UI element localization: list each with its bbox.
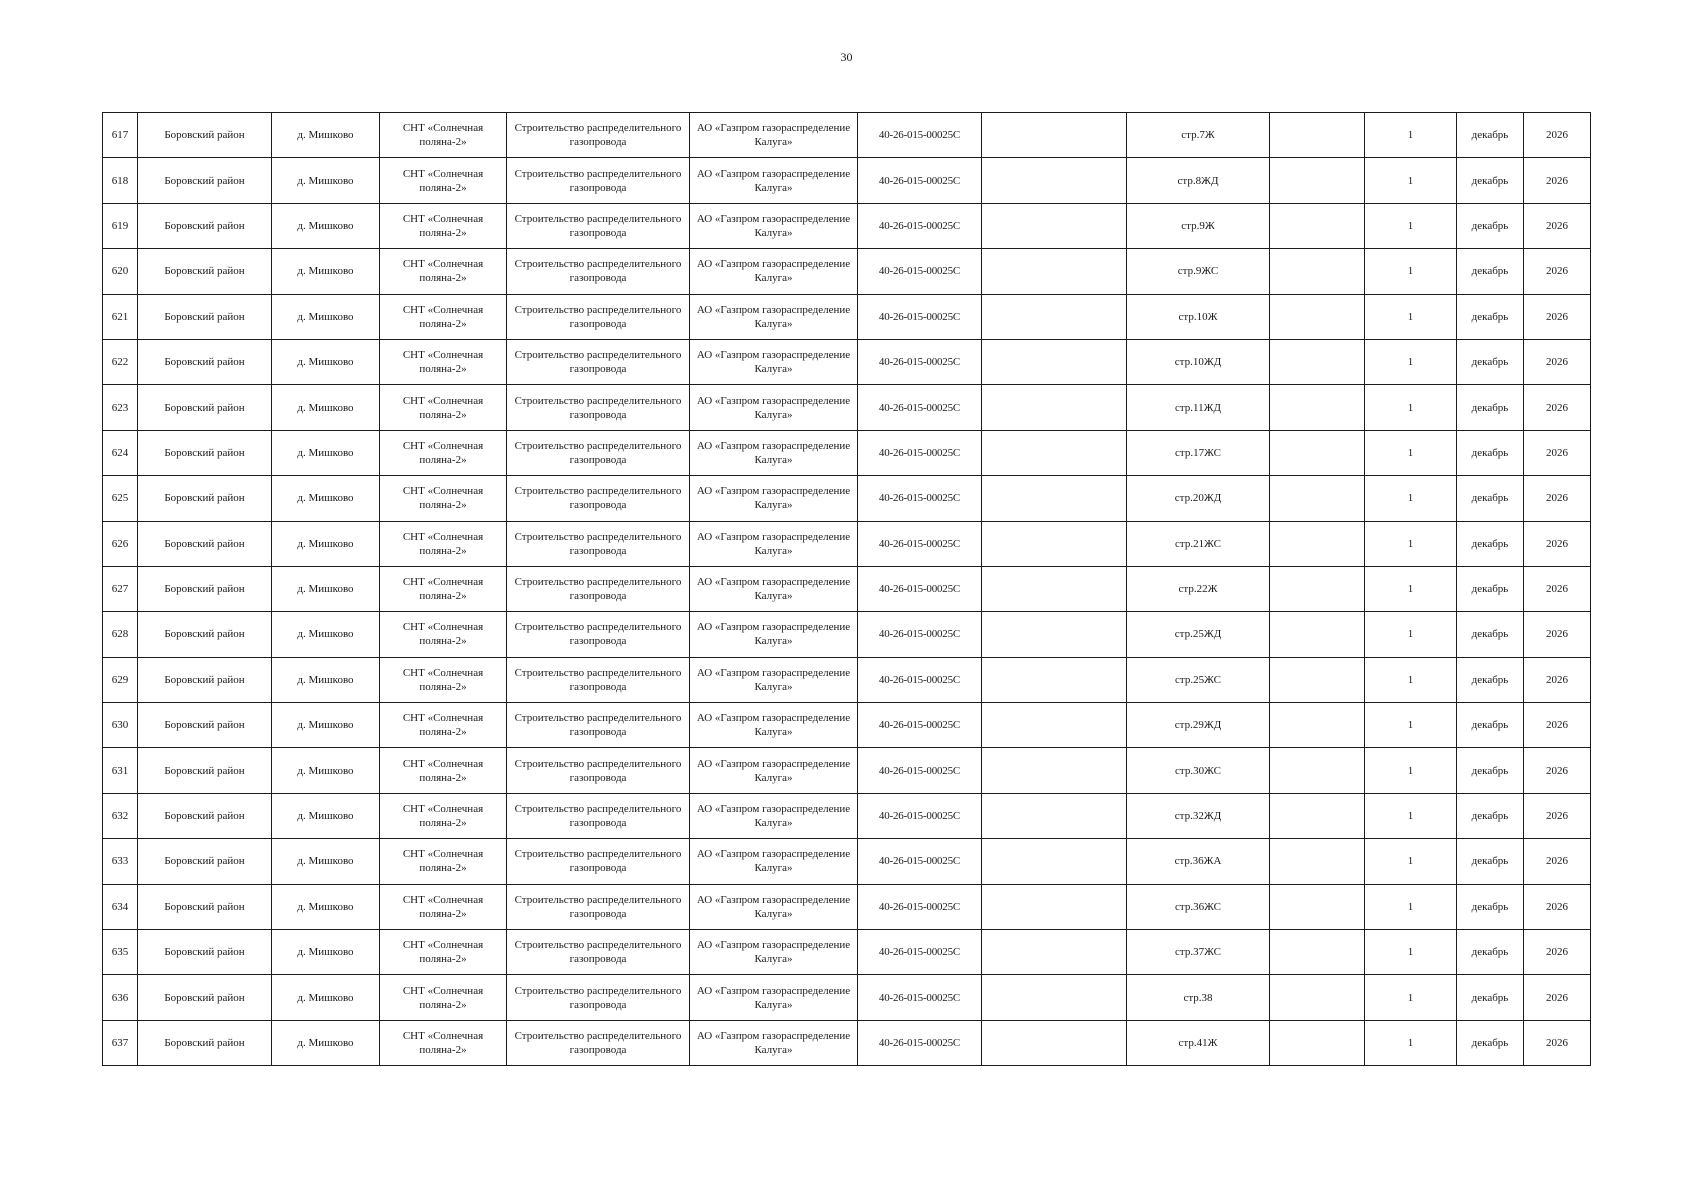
count-cell: 1 xyxy=(1365,294,1457,339)
company-cell: АО «Газпром газораспределение Калуга» xyxy=(690,203,858,248)
object-code-cell: 40-26-015-00025С xyxy=(858,339,982,384)
building-cell: стр.29ЖД xyxy=(1127,703,1270,748)
month-cell: декабрь xyxy=(1457,703,1524,748)
count-cell: 1 xyxy=(1365,703,1457,748)
count-cell: 1 xyxy=(1365,930,1457,975)
year-cell: 2026 xyxy=(1524,884,1591,929)
object-code-cell: 40-26-015-00025С xyxy=(858,385,982,430)
empty-cell xyxy=(1270,339,1365,384)
building-cell: стр.21ЖС xyxy=(1127,521,1270,566)
table-row xyxy=(103,793,1591,838)
empty-cell xyxy=(982,339,1127,384)
building-cell: стр.25ЖС xyxy=(1127,657,1270,702)
month-cell: декабрь xyxy=(1457,657,1524,702)
row-number-cell: 637 xyxy=(103,1020,138,1065)
month-cell: декабрь xyxy=(1457,294,1524,339)
count-cell: 1 xyxy=(1365,566,1457,611)
table-row xyxy=(103,1020,1591,1065)
month-cell: декабрь xyxy=(1457,930,1524,975)
empty-cell xyxy=(1270,975,1365,1020)
row-number-cell: 631 xyxy=(103,748,138,793)
partnership-cell: СНТ «Солнечная поляна-2» xyxy=(380,839,507,884)
table-row xyxy=(103,930,1591,975)
district-cell: Боровский район xyxy=(138,385,272,430)
object-code-cell: 40-26-015-00025С xyxy=(858,884,982,929)
work-type-cell: Строительство распределительного газопровода xyxy=(507,566,690,611)
district-cell: Боровский район xyxy=(138,566,272,611)
village-cell: д. Мишково xyxy=(272,113,380,158)
row-number-cell: 623 xyxy=(103,385,138,430)
company-cell: АО «Газпром газораспределение Калуга» xyxy=(690,884,858,929)
work-type-cell: Строительство распределительного газопровода xyxy=(507,793,690,838)
village-cell: д. Мишково xyxy=(272,930,380,975)
work-type-cell: Строительство распределительного газопровода xyxy=(507,158,690,203)
year-cell: 2026 xyxy=(1524,339,1591,384)
company-cell: АО «Газпром газораспределение Калуга» xyxy=(690,703,858,748)
empty-cell xyxy=(982,113,1127,158)
object-code-cell: 40-26-015-00025С xyxy=(858,1020,982,1065)
year-cell: 2026 xyxy=(1524,793,1591,838)
year-cell: 2026 xyxy=(1524,657,1591,702)
work-type-cell: Строительство распределительного газопровода xyxy=(507,612,690,657)
empty-cell xyxy=(982,158,1127,203)
building-cell: стр.38 xyxy=(1127,975,1270,1020)
district-cell: Боровский район xyxy=(138,521,272,566)
count-cell: 1 xyxy=(1365,793,1457,838)
district-cell: Боровский район xyxy=(138,294,272,339)
row-number-cell: 633 xyxy=(103,839,138,884)
count-cell: 1 xyxy=(1365,975,1457,1020)
month-cell: декабрь xyxy=(1457,385,1524,430)
object-code-cell: 40-26-015-00025С xyxy=(858,657,982,702)
object-code-cell: 40-26-015-00025С xyxy=(858,748,982,793)
district-cell: Боровский район xyxy=(138,612,272,657)
row-number-cell: 629 xyxy=(103,657,138,702)
district-cell: Боровский район xyxy=(138,339,272,384)
empty-cell xyxy=(982,975,1127,1020)
village-cell: д. Мишково xyxy=(272,566,380,611)
month-cell: декабрь xyxy=(1457,113,1524,158)
object-code-cell: 40-26-015-00025С xyxy=(858,703,982,748)
count-cell: 1 xyxy=(1365,430,1457,475)
district-cell: Боровский район xyxy=(138,430,272,475)
row-number-cell: 618 xyxy=(103,158,138,203)
partnership-cell: СНТ «Солнечная поляна-2» xyxy=(380,113,507,158)
building-cell: стр.36ЖС xyxy=(1127,884,1270,929)
empty-cell xyxy=(982,203,1127,248)
partnership-cell: СНТ «Солнечная поляна-2» xyxy=(380,158,507,203)
work-type-cell: Строительство распределительного газопровода xyxy=(507,657,690,702)
row-number-cell: 622 xyxy=(103,339,138,384)
empty-cell xyxy=(1270,158,1365,203)
partnership-cell: СНТ «Солнечная поляна-2» xyxy=(380,930,507,975)
district-cell: Боровский район xyxy=(138,975,272,1020)
object-code-cell: 40-26-015-00025С xyxy=(858,158,982,203)
partnership-cell: СНТ «Солнечная поляна-2» xyxy=(380,975,507,1020)
empty-cell xyxy=(1270,566,1365,611)
year-cell: 2026 xyxy=(1524,930,1591,975)
village-cell: д. Мишково xyxy=(272,1020,380,1065)
object-code-cell: 40-26-015-00025С xyxy=(858,521,982,566)
table-row xyxy=(103,476,1591,521)
object-code-cell: 40-26-015-00025С xyxy=(858,839,982,884)
partnership-cell: СНТ «Солнечная поляна-2» xyxy=(380,385,507,430)
partnership-cell: СНТ «Солнечная поляна-2» xyxy=(380,703,507,748)
count-cell: 1 xyxy=(1365,839,1457,884)
count-cell: 1 xyxy=(1365,339,1457,384)
work-type-cell: Строительство распределительного газопровода xyxy=(507,385,690,430)
building-cell: стр.32ЖД xyxy=(1127,793,1270,838)
building-cell: стр.25ЖД xyxy=(1127,612,1270,657)
table-row xyxy=(103,385,1591,430)
work-type-cell: Строительство распределительного газопровода xyxy=(507,748,690,793)
village-cell: д. Мишково xyxy=(272,521,380,566)
village-cell: д. Мишково xyxy=(272,476,380,521)
table-row xyxy=(103,612,1591,657)
table-row xyxy=(103,158,1591,203)
row-number-cell: 636 xyxy=(103,975,138,1020)
table-row xyxy=(103,521,1591,566)
empty-cell xyxy=(982,657,1127,702)
partnership-cell: СНТ «Солнечная поляна-2» xyxy=(380,1020,507,1065)
count-cell: 1 xyxy=(1365,385,1457,430)
partnership-cell: СНТ «Солнечная поляна-2» xyxy=(380,430,507,475)
table-row xyxy=(103,703,1591,748)
year-cell: 2026 xyxy=(1524,249,1591,294)
empty-cell xyxy=(1270,203,1365,248)
partnership-cell: СНТ «Солнечная поляна-2» xyxy=(380,612,507,657)
object-code-cell: 40-26-015-00025С xyxy=(858,203,982,248)
partnership-cell: СНТ «Солнечная поляна-2» xyxy=(380,793,507,838)
object-code-cell: 40-26-015-00025С xyxy=(858,249,982,294)
year-cell: 2026 xyxy=(1524,612,1591,657)
district-cell: Боровский район xyxy=(138,203,272,248)
month-cell: декабрь xyxy=(1457,975,1524,1020)
partnership-cell: СНТ «Солнечная поляна-2» xyxy=(380,476,507,521)
partnership-cell: СНТ «Солнечная поляна-2» xyxy=(380,566,507,611)
empty-cell xyxy=(1270,839,1365,884)
district-cell: Боровский район xyxy=(138,476,272,521)
table-row xyxy=(103,113,1591,158)
empty-cell xyxy=(982,839,1127,884)
table-row xyxy=(103,884,1591,929)
object-code-cell: 40-26-015-00025С xyxy=(858,612,982,657)
partnership-cell: СНТ «Солнечная поляна-2» xyxy=(380,339,507,384)
work-type-cell: Строительство распределительного газопровода xyxy=(507,1020,690,1065)
village-cell: д. Мишково xyxy=(272,657,380,702)
empty-cell xyxy=(1270,612,1365,657)
empty-cell xyxy=(982,748,1127,793)
partnership-cell: СНТ «Солнечная поляна-2» xyxy=(380,657,507,702)
year-cell: 2026 xyxy=(1524,203,1591,248)
year-cell: 2026 xyxy=(1524,294,1591,339)
empty-cell xyxy=(1270,657,1365,702)
empty-cell xyxy=(1270,249,1365,294)
month-cell: декабрь xyxy=(1457,884,1524,929)
empty-cell xyxy=(1270,476,1365,521)
empty-cell xyxy=(1270,748,1365,793)
year-cell: 2026 xyxy=(1524,1020,1591,1065)
count-cell: 1 xyxy=(1365,1020,1457,1065)
partnership-cell: СНТ «Солнечная поляна-2» xyxy=(380,249,507,294)
table-row xyxy=(103,249,1591,294)
table-row xyxy=(103,839,1591,884)
company-cell: АО «Газпром газораспределение Калуга» xyxy=(690,612,858,657)
partnership-cell: СНТ «Солнечная поляна-2» xyxy=(380,203,507,248)
building-cell: стр.7Ж xyxy=(1127,113,1270,158)
village-cell: д. Мишково xyxy=(272,339,380,384)
row-number-cell: 619 xyxy=(103,203,138,248)
empty-cell xyxy=(982,249,1127,294)
empty-cell xyxy=(1270,793,1365,838)
year-cell: 2026 xyxy=(1524,975,1591,1020)
company-cell: АО «Газпром газораспределение Калуга» xyxy=(690,930,858,975)
table-row xyxy=(103,748,1591,793)
month-cell: декабрь xyxy=(1457,430,1524,475)
village-cell: д. Мишково xyxy=(272,203,380,248)
table-row xyxy=(103,657,1591,702)
work-type-cell: Строительство распределительного газопровода xyxy=(507,294,690,339)
year-cell: 2026 xyxy=(1524,476,1591,521)
company-cell: АО «Газпром газораспределение Калуга» xyxy=(690,748,858,793)
year-cell: 2026 xyxy=(1524,521,1591,566)
village-cell: д. Мишково xyxy=(272,703,380,748)
empty-cell xyxy=(982,430,1127,475)
month-cell: декабрь xyxy=(1457,793,1524,838)
village-cell: д. Мишково xyxy=(272,748,380,793)
row-number-cell: 632 xyxy=(103,793,138,838)
village-cell: д. Мишково xyxy=(272,975,380,1020)
work-type-cell: Строительство распределительного газопровода xyxy=(507,113,690,158)
empty-cell xyxy=(1270,385,1365,430)
company-cell: АО «Газпром газораспределение Калуга» xyxy=(690,339,858,384)
object-code-cell: 40-26-015-00025С xyxy=(858,430,982,475)
work-type-cell: Строительство распределительного газопровода xyxy=(507,975,690,1020)
year-cell: 2026 xyxy=(1524,158,1591,203)
district-cell: Боровский район xyxy=(138,884,272,929)
empty-cell xyxy=(982,566,1127,611)
count-cell: 1 xyxy=(1365,203,1457,248)
count-cell: 1 xyxy=(1365,884,1457,929)
village-cell: д. Мишково xyxy=(272,430,380,475)
month-cell: декабрь xyxy=(1457,203,1524,248)
building-cell: стр.10Ж xyxy=(1127,294,1270,339)
table-row xyxy=(103,430,1591,475)
work-type-cell: Строительство распределительного газопровода xyxy=(507,430,690,475)
empty-cell xyxy=(1270,1020,1365,1065)
object-code-cell: 40-26-015-00025С xyxy=(858,476,982,521)
empty-cell xyxy=(982,521,1127,566)
building-cell: стр.17ЖС xyxy=(1127,430,1270,475)
count-cell: 1 xyxy=(1365,158,1457,203)
work-type-cell: Строительство распределительного газопровода xyxy=(507,703,690,748)
row-number-cell: 634 xyxy=(103,884,138,929)
month-cell: декабрь xyxy=(1457,748,1524,793)
partnership-cell: СНТ «Солнечная поляна-2» xyxy=(380,748,507,793)
gasification-register-table xyxy=(102,112,1591,1066)
empty-cell xyxy=(982,930,1127,975)
object-code-cell: 40-26-015-00025С xyxy=(858,930,982,975)
empty-cell xyxy=(982,385,1127,430)
building-cell: стр.8ЖД xyxy=(1127,158,1270,203)
empty-cell xyxy=(982,294,1127,339)
row-number-cell: 628 xyxy=(103,612,138,657)
month-cell: декабрь xyxy=(1457,158,1524,203)
month-cell: декабрь xyxy=(1457,839,1524,884)
empty-cell xyxy=(982,476,1127,521)
year-cell: 2026 xyxy=(1524,566,1591,611)
row-number-cell: 626 xyxy=(103,521,138,566)
row-number-cell: 620 xyxy=(103,249,138,294)
work-type-cell: Строительство распределительного газопровода xyxy=(507,249,690,294)
company-cell: АО «Газпром газораспределение Калуга» xyxy=(690,476,858,521)
company-cell: АО «Газпром газораспределение Калуга» xyxy=(690,294,858,339)
year-cell: 2026 xyxy=(1524,430,1591,475)
object-code-cell: 40-26-015-00025С xyxy=(858,793,982,838)
table-row xyxy=(103,203,1591,248)
company-cell: АО «Газпром газораспределение Калуга» xyxy=(690,839,858,884)
year-cell: 2026 xyxy=(1524,703,1591,748)
work-type-cell: Строительство распределительного газопровода xyxy=(507,476,690,521)
row-number-cell: 627 xyxy=(103,566,138,611)
empty-cell xyxy=(982,1020,1127,1065)
row-number-cell: 635 xyxy=(103,930,138,975)
district-cell: Боровский район xyxy=(138,657,272,702)
company-cell: АО «Газпром газораспределение Калуга» xyxy=(690,249,858,294)
village-cell: д. Мишково xyxy=(272,158,380,203)
row-number-cell: 624 xyxy=(103,430,138,475)
table-body xyxy=(103,113,1591,1066)
company-cell: АО «Газпром газораспределение Калуга» xyxy=(690,521,858,566)
company-cell: АО «Газпром газораспределение Калуга» xyxy=(690,158,858,203)
count-cell: 1 xyxy=(1365,612,1457,657)
empty-cell xyxy=(1270,430,1365,475)
building-cell: стр.22Ж xyxy=(1127,566,1270,611)
row-number-cell: 625 xyxy=(103,476,138,521)
year-cell: 2026 xyxy=(1524,748,1591,793)
village-cell: д. Мишково xyxy=(272,385,380,430)
work-type-cell: Строительство распределительного газопровода xyxy=(507,930,690,975)
building-cell: стр.41Ж xyxy=(1127,1020,1270,1065)
district-cell: Боровский район xyxy=(138,158,272,203)
empty-cell xyxy=(982,703,1127,748)
district-cell: Боровский район xyxy=(138,249,272,294)
month-cell: декабрь xyxy=(1457,521,1524,566)
row-number-cell: 617 xyxy=(103,113,138,158)
year-cell: 2026 xyxy=(1524,385,1591,430)
count-cell: 1 xyxy=(1365,521,1457,566)
object-code-cell: 40-26-015-00025С xyxy=(858,113,982,158)
village-cell: д. Мишково xyxy=(272,249,380,294)
year-cell: 2026 xyxy=(1524,113,1591,158)
table-row xyxy=(103,566,1591,611)
district-cell: Боровский район xyxy=(138,839,272,884)
company-cell: АО «Газпром газораспределение Калуга» xyxy=(690,113,858,158)
district-cell: Боровский район xyxy=(138,1020,272,1065)
table-row xyxy=(103,975,1591,1020)
object-code-cell: 40-26-015-00025С xyxy=(858,975,982,1020)
partnership-cell: СНТ «Солнечная поляна-2» xyxy=(380,521,507,566)
company-cell: АО «Газпром газораспределение Калуга» xyxy=(690,566,858,611)
empty-cell xyxy=(982,884,1127,929)
district-cell: Боровский район xyxy=(138,113,272,158)
month-cell: декабрь xyxy=(1457,476,1524,521)
count-cell: 1 xyxy=(1365,748,1457,793)
object-code-cell: 40-26-015-00025С xyxy=(858,294,982,339)
building-cell: стр.9ЖС xyxy=(1127,249,1270,294)
table-row xyxy=(103,339,1591,384)
building-cell: стр.11ЖД xyxy=(1127,385,1270,430)
empty-cell xyxy=(1270,294,1365,339)
village-cell: д. Мишково xyxy=(272,793,380,838)
village-cell: д. Мишково xyxy=(272,884,380,929)
month-cell: декабрь xyxy=(1457,339,1524,384)
year-cell: 2026 xyxy=(1524,839,1591,884)
count-cell: 1 xyxy=(1365,476,1457,521)
work-type-cell: Строительство распределительного газопровода xyxy=(507,521,690,566)
company-cell: АО «Газпром газораспределение Калуга» xyxy=(690,657,858,702)
empty-cell xyxy=(1270,703,1365,748)
village-cell: д. Мишково xyxy=(272,839,380,884)
work-type-cell: Строительство распределительного газопровода xyxy=(507,884,690,929)
month-cell: декабрь xyxy=(1457,612,1524,657)
month-cell: декабрь xyxy=(1457,1020,1524,1065)
company-cell: АО «Газпром газораспределение Калуга» xyxy=(690,1020,858,1065)
empty-cell xyxy=(1270,521,1365,566)
object-code-cell: 40-26-015-00025С xyxy=(858,566,982,611)
company-cell: АО «Газпром газораспределение Калуга» xyxy=(690,975,858,1020)
district-cell: Боровский район xyxy=(138,703,272,748)
company-cell: АО «Газпром газораспределение Калуга» xyxy=(690,385,858,430)
empty-cell xyxy=(1270,884,1365,929)
district-cell: Боровский район xyxy=(138,793,272,838)
row-number-cell: 630 xyxy=(103,703,138,748)
month-cell: декабрь xyxy=(1457,249,1524,294)
work-type-cell: Строительство распределительного газопровода xyxy=(507,339,690,384)
company-cell: АО «Газпром газораспределение Калуга» xyxy=(690,793,858,838)
work-type-cell: Строительство распределительного газопровода xyxy=(507,203,690,248)
empty-cell xyxy=(1270,113,1365,158)
building-cell: стр.36ЖА xyxy=(1127,839,1270,884)
empty-cell xyxy=(982,793,1127,838)
village-cell: д. Мишково xyxy=(272,294,380,339)
empty-cell xyxy=(1270,930,1365,975)
building-cell: стр.9Ж xyxy=(1127,203,1270,248)
building-cell: стр.30ЖС xyxy=(1127,748,1270,793)
district-cell: Боровский район xyxy=(138,748,272,793)
count-cell: 1 xyxy=(1365,113,1457,158)
table-row xyxy=(103,294,1591,339)
count-cell: 1 xyxy=(1365,249,1457,294)
village-cell: д. Мишково xyxy=(272,612,380,657)
empty-cell xyxy=(982,612,1127,657)
work-type-cell: Строительство распределительного газопровода xyxy=(507,839,690,884)
building-cell: стр.10ЖД xyxy=(1127,339,1270,384)
month-cell: декабрь xyxy=(1457,566,1524,611)
company-cell: АО «Газпром газораспределение Калуга» xyxy=(690,430,858,475)
page-number: 30 xyxy=(840,50,853,64)
district-cell: Боровский район xyxy=(138,930,272,975)
row-number-cell: 621 xyxy=(103,294,138,339)
partnership-cell: СНТ «Солнечная поляна-2» xyxy=(380,884,507,929)
building-cell: стр.20ЖД xyxy=(1127,476,1270,521)
partnership-cell: СНТ «Солнечная поляна-2» xyxy=(380,294,507,339)
building-cell: стр.37ЖС xyxy=(1127,930,1270,975)
count-cell: 1 xyxy=(1365,657,1457,702)
